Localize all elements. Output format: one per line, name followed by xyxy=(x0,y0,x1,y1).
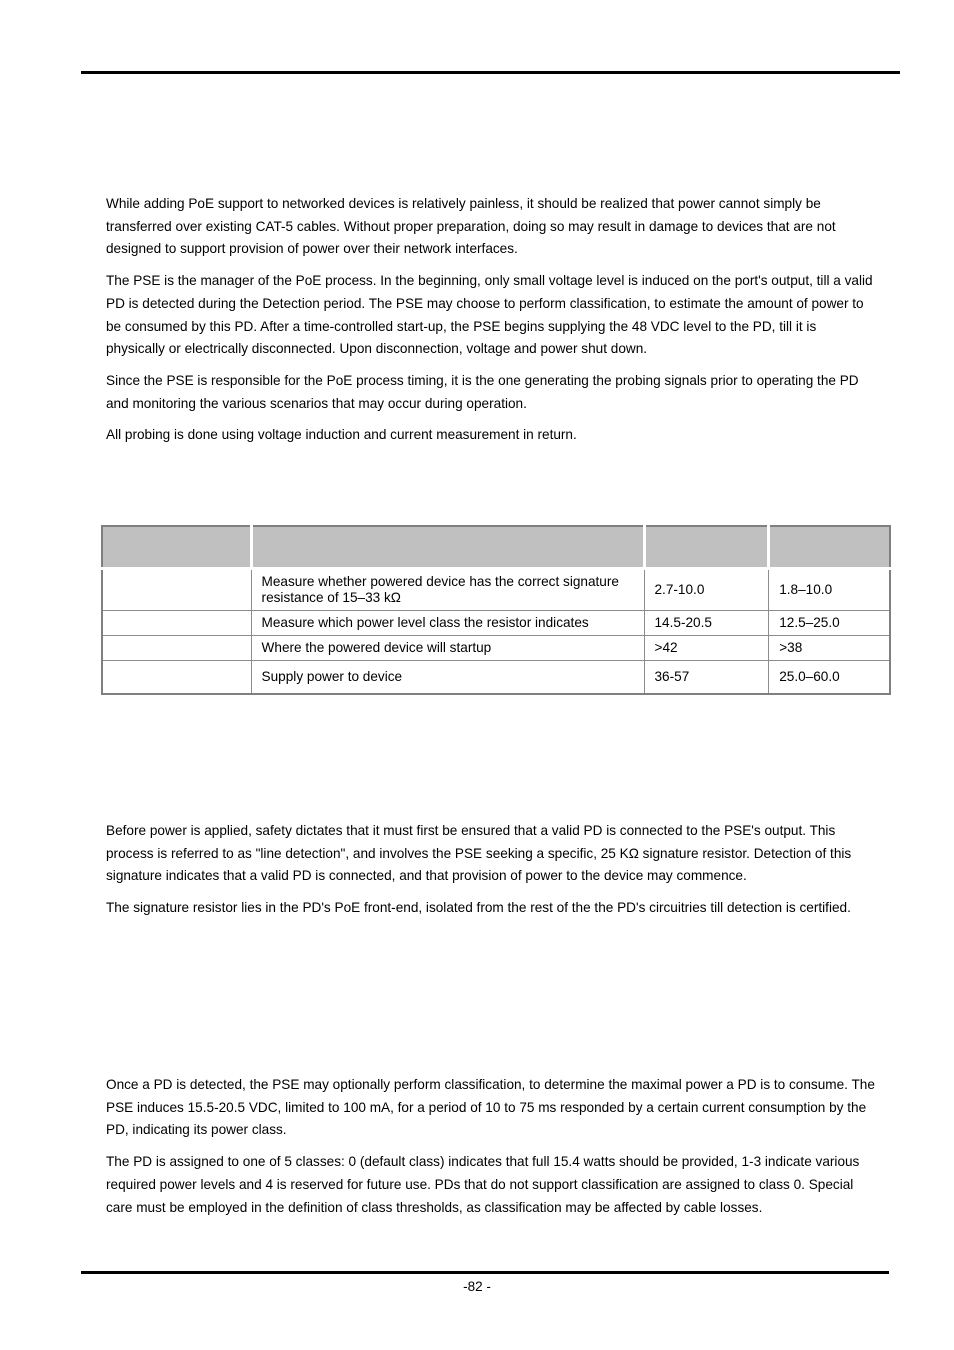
footer-rule xyxy=(81,1271,889,1274)
pd-voltage-cell: >38 xyxy=(769,636,890,661)
table-row xyxy=(102,661,890,695)
page-number: -82 - xyxy=(463,1279,491,1294)
table-header-row xyxy=(102,526,890,569)
table-header-cell xyxy=(769,526,890,569)
action-cell: Measure whether powered device has the correct signature resistance of 15–33 kΩ xyxy=(251,569,644,611)
detection-paragraph: The signature resistor lies in the PD's PoE front-end, isolated from the rest of the the PD's circuitries till detection is certified. xyxy=(106,900,851,916)
header-rule xyxy=(81,71,900,74)
stage-cell xyxy=(102,611,251,636)
intro-paragraph: Since the PSE is responsible for the PoE process timing, it is the one generating the probing signals prior to operating the PD and monitoring the various scenarios that may occur during operation. xyxy=(106,372,859,411)
pd-voltage-cell: 25.0–60.0 xyxy=(769,661,890,695)
table-row xyxy=(102,611,890,636)
table-header-cell xyxy=(644,526,769,569)
intro-paragraph: The PSE is the manager of the PoE process. In the beginning, only small voltage level is induced on the port's output, till a valid PD is detected during the Detection period. The PSE may choose to perform classification, to estimate the amount of power to be consumed by this PD. After a time-controlled start-up, the PSE begins supplying the 48 VDC level to the PD, till it is physically or electrically disconnected. Upon disconnection, voltage and power shut down. xyxy=(106,273,873,357)
classification-paragraph: Once a PD is detected, the PSE may optionally perform classification, to determine the maximal power a PD is to consume. The PSE induces 15.5-20.5 VDC, limited to 100 mA, for a period of 10 to 75 ms responded by a certain current consumption by the PD, indicating its power class. xyxy=(106,1077,875,1138)
pse-voltage-cell: 2.7-10.0 xyxy=(644,569,769,611)
intro-paragraph: All probing is done using voltage induction and current measurement in return. xyxy=(106,427,577,443)
stage-cell xyxy=(102,661,251,695)
pse-voltage-cell: >42 xyxy=(644,636,769,661)
pse-voltage-cell: 36-57 xyxy=(644,661,769,695)
stage-cell xyxy=(102,636,251,661)
table-header-cell xyxy=(251,526,644,569)
pd-voltage-cell: 12.5–25.0 xyxy=(769,611,890,636)
intro-section xyxy=(106,193,878,456)
classification-section xyxy=(106,1074,878,1228)
table-row xyxy=(102,569,890,611)
intro-paragraph: While adding PoE support to networked devices is relatively painless, it should be realized that power cannot simply be transferred over existing CAT-5 cables. Without proper preparation, doing so may result in damage to devices that are not designed to support provision of power over their network interfaces. xyxy=(106,196,836,257)
table-header-cell xyxy=(102,526,251,569)
action-cell: Supply power to device xyxy=(251,661,644,695)
pse-voltage-cell: 14.5-20.5 xyxy=(644,611,769,636)
classification-paragraph: The PD is assigned to one of 5 classes: 0 (default class) indicates that full 15.4 watts should be provided, 1-3 indicate various required power levels and 4 is reserved for future use. PDs that do not support classification are assigned to class 0. Special care must be employed in the definition of class thresholds, as classification may be affected by cable losses. xyxy=(106,1154,860,1215)
action-cell: Measure which power level class the resistor indicates xyxy=(251,611,644,636)
detection-section xyxy=(106,820,878,929)
table-row xyxy=(102,636,890,661)
action-cell: Where the powered device will startup xyxy=(251,636,644,661)
pd-voltage-cell: 1.8–10.0 xyxy=(769,569,890,611)
poe-stages-table xyxy=(101,525,891,695)
stage-cell xyxy=(102,569,251,611)
detection-paragraph: Before power is applied, safety dictates that it must first be ensured that a valid PD is connected to the PSE's output. This process is referred to as "line detection", and involves the PSE seeking a specific, 25 KΩ signature resistor. Detection of this signature indicates that a valid PD is connected, and that provision of power to the device may commence. xyxy=(106,823,852,884)
